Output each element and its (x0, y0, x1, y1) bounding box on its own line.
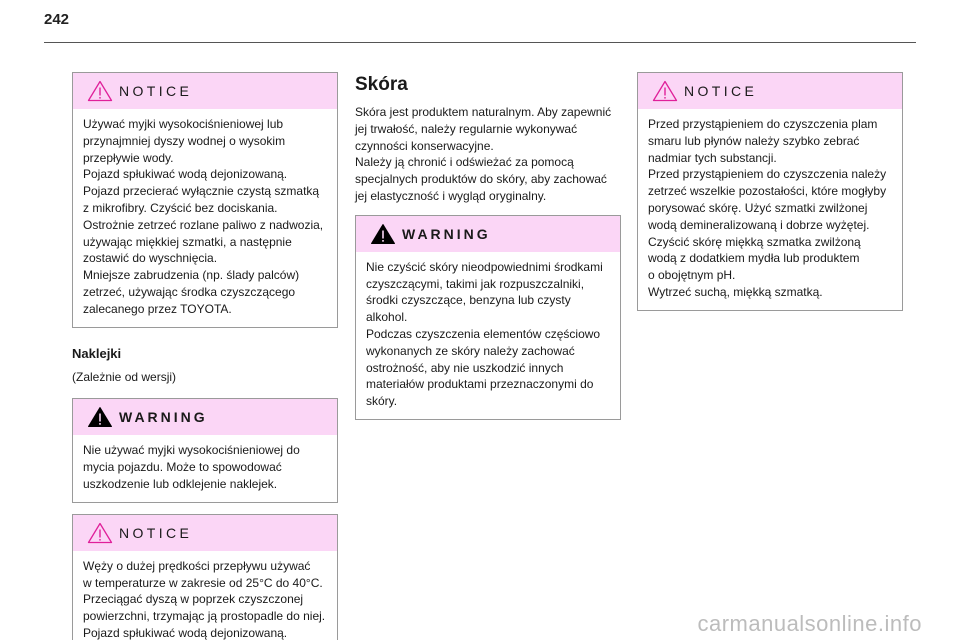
text-line: przynajmniej dyszy wodnej o wysokim (83, 133, 286, 148)
text-line: Przed przystąpieniem do czyszczenia plam (648, 117, 878, 131)
leather-intro (355, 104, 621, 205)
text-line: skóry. (366, 394, 398, 409)
text-line: Pojazd spłukiwać wodą dejonizowaną. (83, 625, 288, 640)
warning-header (356, 216, 620, 252)
text-line: Wytrzeć suchą, miękką szmatką. (648, 284, 823, 299)
text-line: zostawić do wyschnięcia. (83, 251, 218, 266)
watermark: carmanualsonline.info (697, 611, 922, 636)
text-line: materiałów produktami przeznaczonymi do (366, 377, 594, 392)
outline-warning-triangle-icon (87, 522, 113, 544)
section-subtitle: (Zależnie od wersji) (72, 369, 177, 384)
text-line: Przed przystąpieniem do czyszczenia należy (648, 167, 887, 182)
column-right (637, 72, 903, 311)
text-line: przepływie wody. (83, 150, 174, 165)
text-line: zetrzeć wszelkie pozostałości, które mogłyby (648, 184, 887, 199)
text-line: mycia pojazdu. Może to spowodować (83, 460, 282, 475)
text-line: Używać myjki wysokociśnieniowej lub (83, 117, 284, 131)
text-line: jej elastyczność i wygląd oryginalny. (355, 188, 547, 203)
text-line: Należy ją chronić i odświeżać za pomocą (355, 155, 574, 170)
notice-title: NOTICE (119, 524, 193, 541)
text-line: Nie używać myjki wysokociśnieniowej do (83, 443, 300, 458)
text-line: w temperaturze w zakresie od 25°C do 40°C. (83, 575, 323, 590)
text-line: z mikrofibry. Czyścić bez dociskania. (83, 200, 278, 215)
text-line: wodą demineralizowaną i dobrze wyżętej. (648, 217, 870, 232)
notice-box-cleaning (72, 72, 338, 328)
text-line: smaru lub płynów należy szybko zebrać (648, 133, 860, 148)
notice-box-stains (637, 72, 903, 311)
text-line: zetrzeć, używając środka czyszczącego (83, 284, 296, 299)
outline-warning-triangle-icon (652, 80, 678, 102)
text-line: ostrożność, aby nie uszkodzić innych (366, 360, 564, 375)
text-line: czynności konserwacyjne. (355, 138, 494, 153)
text-line: środki czyszczące, benzyna lub czysty (366, 293, 571, 308)
text-line: jej trwałość, należy regularnie wykonywać (355, 121, 578, 136)
notice-body (638, 109, 902, 310)
text-line: zalecanego przez TOYOTA. (83, 301, 232, 316)
column-left (72, 72, 338, 640)
text-line: powierzchni, trzymając ją prostopadle do niej. (83, 609, 326, 624)
text-line: Węży o dużej prędkości przepływu używać (83, 558, 311, 573)
notice-header (73, 73, 337, 109)
warning-title: WARNING (402, 225, 491, 242)
section-heading-leather: Skóra (355, 74, 408, 95)
text-line: Ostrożnie zetrzeć rozlane paliwo z nadwozia, (83, 217, 324, 232)
text-line: Pojazd przecierać wyłącznie czystą szmatką (83, 184, 320, 199)
column-middle (355, 72, 621, 420)
text-line: Przeciągać dyszą w poprzek czyszczonej (83, 592, 304, 607)
text-line: czyszczącymi, takimi jak rozpuszczalniki, (366, 276, 585, 291)
text-line: uszkodzenie lub odklejenie naklejek. (83, 476, 278, 491)
text-line: porysować skórę. Użyć szmatki zwilżonej (648, 200, 868, 215)
text-line: wykonanych ze skóry należy zachować (366, 343, 575, 358)
warning-box-leather (355, 215, 621, 420)
text-line: Pojazd spłukiwać wodą dejonizowaną. (83, 167, 288, 182)
section-heading-stickers: Naklejki (72, 345, 122, 361)
notice-header (638, 73, 902, 109)
text-line: Czyścić skórę miękką szmatka zwilżoną (648, 234, 861, 249)
warning-header (73, 399, 337, 435)
filled-warning-triangle-icon (370, 223, 396, 245)
text-line: o obojętnym pH. (648, 268, 736, 283)
notice-header (73, 515, 337, 551)
text-line: wodą z dodatkiem mydła lub produktem (648, 251, 860, 266)
text-line: nadmiar tych substancji. (648, 150, 777, 165)
warning-title: WARNING (119, 409, 208, 426)
warning-box-stickers (72, 398, 338, 502)
outline-warning-triangle-icon (87, 80, 113, 102)
text-line: Podczas czyszczenia elementów częściowo (366, 326, 601, 341)
warning-body (356, 252, 620, 419)
text-line: alkohol. (366, 310, 408, 325)
filled-warning-triangle-icon (87, 406, 113, 428)
text-line: Skóra jest produktem naturalnym. Aby zapewnić (355, 105, 612, 119)
warning-body (73, 435, 337, 501)
notice-body (73, 551, 337, 640)
text-line: specjalnych produktów do skóry, aby zachować (355, 172, 607, 187)
text-line: Mniejsze zabrudzenia (np. ślady palców) (83, 268, 300, 283)
top-rule (44, 42, 916, 43)
notice-body (73, 109, 337, 327)
text-line: używając miękkiej szmatki, a następnie (83, 234, 292, 249)
notice-title: NOTICE (684, 83, 758, 99)
notice-box-hoses (72, 514, 338, 640)
text-line: Nie czyścić skóry nieodpowiednimi środkami (366, 259, 603, 274)
page-number: 242 (44, 11, 70, 28)
notice-title: NOTICE (119, 83, 193, 99)
